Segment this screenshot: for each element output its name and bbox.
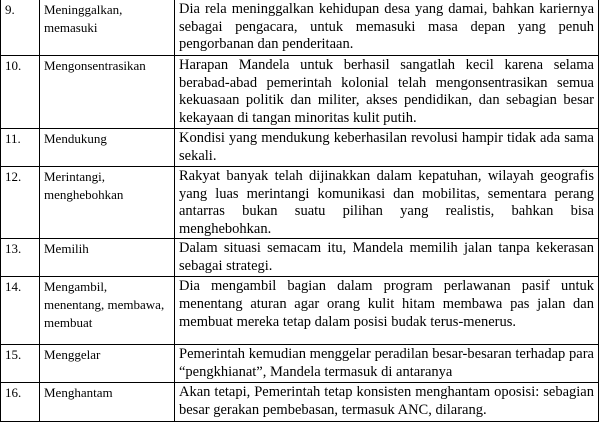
sentence-cell: Pemerintah kemudian menggelar peradilan besar-besaran terhadap para “pengkhianat”, Mandela termasuk di antaranya (175, 345, 599, 383)
table-row (1, 129, 599, 167)
row-number: 14. (1, 277, 40, 345)
table-row (1, 167, 599, 239)
table-row (1, 0, 599, 56)
verb-cell: Merintangi, menghebohkan (40, 167, 175, 239)
sentence-cell: Akan tetapi, Pemerintah tetap konsisten menghantam oposisi: sebagian besar gerakan pembebasan, termasuk ANC, dilarang. (175, 383, 599, 422)
verb-cell: Mendukung (40, 129, 175, 167)
table-row (1, 277, 599, 345)
sentence-cell: Dalam situasi semacam itu, Mandela memilih jalan tanpa kekerasan sebagai strategi. (175, 239, 599, 277)
sentence-cell: Rakyat banyak telah dijinakkan dalam kepatuhan, wilayah geografis yang luas merintangi komunikasi dan mobilitas, sementara perang antarras bukan suatu pilihan yang realistis, bahkan bisa menghebohkan. (175, 167, 599, 239)
verb-cell: Memilih (40, 239, 175, 277)
verb-cell: Menghantam (40, 383, 175, 422)
row-number: 11. (1, 129, 40, 167)
sentence-cell: Kondisi yang mendukung keberhasilan revolusi hampir tidak ada sama sekali. (175, 129, 599, 167)
row-number: 10. (1, 56, 40, 129)
row-number: 13. (1, 239, 40, 277)
sentence-cell: Dia mengambil bagian dalam program perlawanan pasif untuk menentang aturan agar orang kulit hitam membawa pas jalan dan membuat mereka tetap dalam posisi budak terus-menerus. (175, 277, 599, 345)
table-row (1, 383, 599, 422)
row-number: 12. (1, 167, 40, 239)
table-row (1, 345, 599, 383)
row-number: 15. (1, 345, 40, 383)
verb-cell: Mengambil, menentang, membawa, membuat (40, 277, 175, 345)
verb-cell: Menggelar (40, 345, 175, 383)
sentence-cell: Harapan Mandela untuk berhasil sangatlah kecil karena selama berabad-abad pemerintah kolonial telah mengonsentrasikan semua kekuasaan politik dan militer, akses pendidikan, dan sebagian besar kekayaan di tangan minoritas kulit putih. (175, 56, 599, 129)
table-row (1, 56, 599, 129)
row-number: 9. (1, 0, 40, 56)
verb-cell: Meninggalkan, memasuki (40, 0, 175, 56)
sentence-cell: Dia rela meninggalkan kehidupan desa yang damai, bahkan kariernya sebagai pengacara, untuk memasuki masa depan yang penuh pengorbanan dan penderitaan. (175, 0, 599, 56)
table-row (1, 239, 599, 277)
row-number: 16. (1, 383, 40, 422)
verb-cell: Mengonsentrasikan (40, 56, 175, 129)
